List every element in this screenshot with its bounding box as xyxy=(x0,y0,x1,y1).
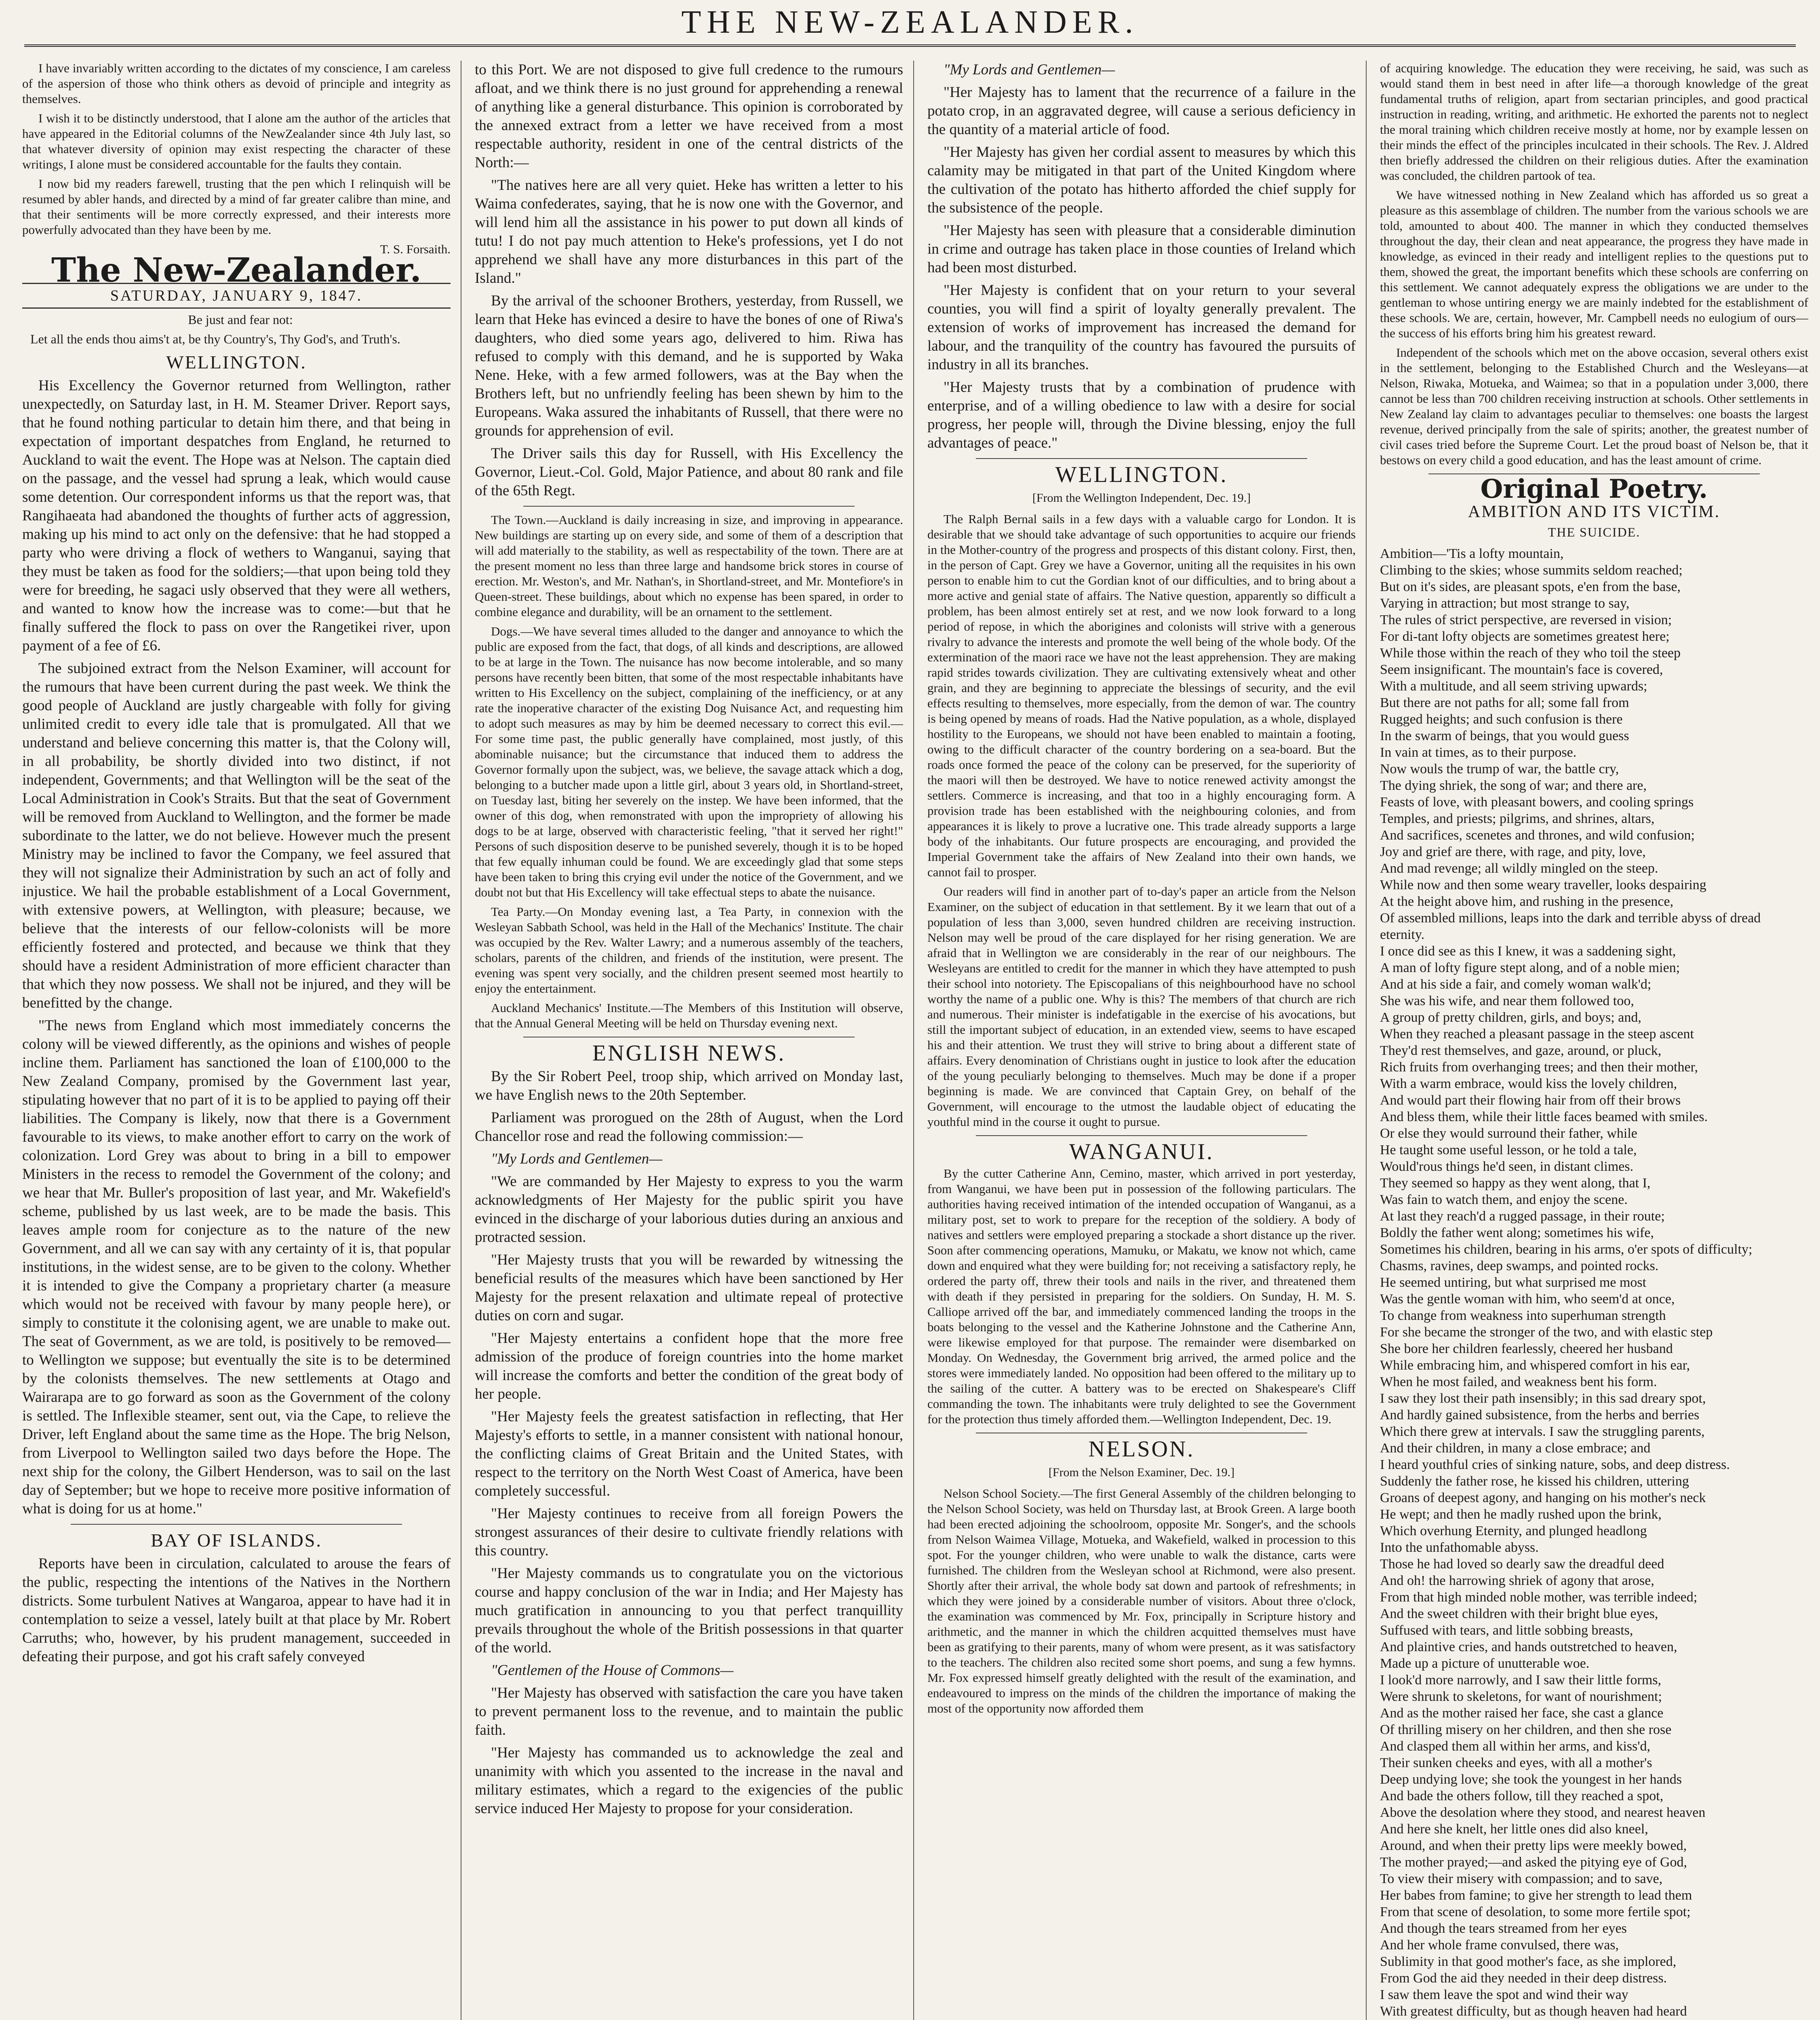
farewell-letter xyxy=(22,61,451,257)
poem-line: But on it's sides, are pleasant spots, e'en from the base, xyxy=(1380,579,1681,594)
article-paragraph: By the arrival of the schooner Brothers, yesterday, from Russell, we learn that Heke has evinced a desire to have the bones of one of Riwa's daughters, who died some years ago, delivered to him. Riwa has refused to comply with this demand, and he is supported by Waka Nene. Heke, with a few armed followers, was at the Bay when the Brothers left, but no unfriendly feeling has been shewn by him to the Europeans. Waka assured the inhabitants of Russell, that there were no grounds for apprehension of evil. xyxy=(475,292,903,439)
poem-line: She bore her children fearlessly, cheered her husband xyxy=(1380,1341,1673,1356)
poem-line: A man of lofty figure stept along, and of a noble mien; xyxy=(1380,960,1680,975)
article-paragraph: By the cutter Catherine Ann, Cemino, master, which arrived in port yesterday, from Wanganui, we have been put in possession of the following particulars. The authorities having received intimation of the intended occupation of Wanganui, as a military post, set to work to prepare for the reception of the soldiery. A body of natives and settlers were employed preparing a stockade a short distance up the river. Soon after commencing operations, Mamuku, or Makatu, we know not which, came down and enquired what they were building for; not receiving a satisfactory reply, he ordered the party off, threw their tools and nails in the river, and threatened them with death if they persisted in preparing for the soldiers. On Sunday, H. M. S. Calliope arrived off the bar, and immediately commenced landing the troops in the boats belonging to the vessel and the Katherine Johnstone and the Catherine Ann, were likewise employed for that purpose. The remainder were disembarked on Monday. On Wednesday, the Government brig arrived, the armed police and the stores were immediately landed. No opposition had been offered to the military up to the sailing of the cutter. A battery was to be erected on Shakespeare's Cliff commanding the town. The inhabitants were truly delighted to see the Government for the protection thus timely afforded them.—Wellington Independent, Dec. 19. xyxy=(927,1166,1356,1426)
poem-line: Around, and when their pretty lips were meekly bowed, xyxy=(1380,1838,1687,1853)
speech-paragraph: "Her Majesty trusts that by a combination of prudence with enterprise, and of a willing obedience to law with a desire for social progress, her people will, through the Divine blessing, enjoy the full advantages of peace." xyxy=(927,379,1356,451)
poem-line: Ambition—'Tis a lofty mountain, xyxy=(1380,546,1564,561)
article-paragraph: By the Sir Robert Peel, troop ship, which arrived on Monday last, we have English news to the 20th September. xyxy=(475,1068,903,1103)
poem-line: For di-tant lofty objects are sometimes greatest here; xyxy=(1380,629,1670,644)
poem-line: Groans of deepest agony, and hanging on his mother's neck xyxy=(1380,1490,1706,1505)
poem-line: Climbing to the skies; whose summits seldom reached; xyxy=(1380,563,1683,578)
poem-line: From God the aid they needed in their deep distress. xyxy=(1380,1971,1667,1986)
poem-line: Which there grew at intervals. I saw the struggling parents, xyxy=(1380,1424,1705,1439)
section-heading-bay-of-islands: BAY OF ISLANDS. xyxy=(151,1530,322,1551)
poem-line: I heard youthful cries of sinking nature, sobs, and deep distress. xyxy=(1380,1457,1730,1472)
poem-line: When he most failed, and weakness bent his form. xyxy=(1380,1374,1657,1389)
letter-paragraph: I now bid my readers farewell, trusting that the pen which I relinquish will be resumed by abler hands, and directed by a mind of far greater calibre than mine, and that their sentiments will be more correctly expressed, and their interests more powerfully advocated than they have been by me. xyxy=(22,177,451,237)
poem-line: And at his side a fair, and comely woman walk'd; xyxy=(1380,977,1651,992)
divider xyxy=(976,1135,1307,1136)
poem-line: While those within the reach of they who toil the steep xyxy=(1380,646,1681,661)
section-heading-wanganui: WANGANUI. xyxy=(1069,1139,1214,1164)
speech-paragraph: "Her Majesty has given her cordial assent to measures by which this calamity may be mitigated in that part of the United Kingdom where the cultivation of the potato has hitherto afforded the chief supply for the subsistence of the people. xyxy=(927,144,1356,216)
article-paragraph: The Driver sails this day for Russell, with His Excellency the Governor, Lieut.-Col. Gold, Major Patience, and about 80 rank and file of the 65th Regt. xyxy=(475,445,903,499)
speech-salutation: "My Lords and Gentlemen— xyxy=(491,1151,663,1167)
speech-paragraph: "Her Majesty has seen with pleasure that a considerable diminution in crime and outrage has taken place in those counties of Ireland which had been most disturbed. xyxy=(927,222,1356,276)
speech-paragraph: "Her Majesty commands us to congratulate you on the victorious course and happy conclusion of the war in India; and Her Majesty has much gratification in announcing to you that perfect tranquillity prevails throughout the whole of the British possessions in that quarter of the world. xyxy=(475,1565,903,1656)
section-heading-english-news: ENGLISH NEWS. xyxy=(592,1041,786,1066)
source-note: [From the Nelson Examiner, Dec. 19.] xyxy=(1048,1466,1235,1479)
column-rule xyxy=(913,61,914,2020)
poem-line: I saw they lost their path insensibly; in this sad dreary spot, xyxy=(1380,1391,1706,1406)
poem-line: From that scene of desolation, to some more fertile spot; xyxy=(1380,1904,1691,1919)
poem-line: Those he had loved so dearly saw the dreadful deed xyxy=(1380,1557,1664,1572)
poem-line: Was the gentle woman with him, who seem'd at once, xyxy=(1380,1292,1675,1307)
poem-line: At the height above him, and rushing in the presence, xyxy=(1380,894,1674,909)
article-paragraph: "The news from England which most immediately concerns the colony will be viewed differently, as the opinions and wishes of people incline them. Parliament has sanctioned the loan of £100,000 to the New Zealand Company, promised by the Government last year, stipulating however that no part of it is to be applied to paying off their liabilities. The Company is likely, now that there is a Government favourable to its views, to make another effort to carry on the work of colonization. Lord Grey was about to bring in a bill to empower Ministers in the recess to remodel the Government of the colony; and we hear that Mr. Buller's proposition of last year, and Mr. Wakefield's scheme, published by us last week, are to be made the basis. This leaves ample room for conjecture as to the nature of the new Government, and all we can say with any certainty of it is, that popular institutions, in the widest sense, are to be given to the colony. Whether it is intended to give the Company a proprietary charter (a measure which would not be received with favour by many people here), or simply to constitute it the colonising agent, we are unable to make out. The seat of Government, as we are told, is positively to be removed—to Wellington we suppose; but eventually the site is to be determined by the colonists themselves. The new settlements at Otago and Wairarapa are to go forward as soon as the Government of the colony is settled. The Inflexible steamer, sent out, via the Cape, to relieve the Driver, left England about the same time as the Hope. The brig Nelson, from Liverpool to Wellington sailed two days before the Hope. The next ship for the colony, the Gilbert Henderson, was to sail on the last day of September; but we hope to receive more positive information of what is doing for us at home." xyxy=(22,1017,451,1517)
poem-line: He taught some useful lesson, or he told a tale, xyxy=(1380,1143,1637,1157)
poem-line: But there are not paths for all; some fall from xyxy=(1380,695,1629,710)
poem-line: And as the mother raised her face, she cast a glance xyxy=(1380,1706,1664,1721)
poem-line: Or else they would surround their father, while xyxy=(1380,1126,1637,1141)
source-note: [From the Wellington Independent, Dec. 19.] xyxy=(1032,491,1251,505)
wanganui-article xyxy=(927,1166,1356,1427)
poem-subtitle: THE SUICIDE. xyxy=(1548,525,1641,539)
poem-line: With greatest difficulty, but as though heaven had heard xyxy=(1380,2004,1687,2019)
poem-line: And hardly gained subsistence, from the herbs and berries xyxy=(1380,1408,1700,1422)
poem-line: In vain at times, as to their purpose. xyxy=(1380,745,1577,760)
poem-line: And mad revenge; all wildly mingled on the steep. xyxy=(1380,861,1658,876)
poem-line: Now wouls the trump of war, the battle cry, xyxy=(1380,762,1619,776)
poem-line: I look'd more narrowly, and I saw their little forms, xyxy=(1380,1673,1662,1688)
nelson-article-continued xyxy=(1380,61,1808,468)
poem-line: Suddenly the father rose, he kissed his children, uttering xyxy=(1380,1474,1689,1489)
motto-line: Let all the ends thou aims't at, be thy Country's, Thy God's, and Truth's. xyxy=(30,332,400,346)
speech-paragraph: "Her Majesty entertains a confident hope that the more free admission of the produce of foreign countries into the home market will increase the comforts and better the condition of the great body of her people. xyxy=(475,1330,903,1402)
poem-line: And oh! the harrowing shriek of agony that arose, xyxy=(1380,1573,1654,1588)
local-news xyxy=(475,512,903,1031)
poem-line: Into the unfathomable abyss. xyxy=(1380,1540,1539,1555)
news-item: The Town.—Auckland is daily increasing in size, and improving in appearance. New buildings are starting up on every side, and some of them of a description that will add materially to the stability, as well as respectability of the town. There are at the present moment no less than three large and handsome brick stores in course of erection. Mr. Weston's, and Mr. Nathan's, in Shortland-street, and Mr. Montefiore's in Queen-street. These buildings, about which no expense has been spared, in order to combine elegance and durability, will be an ornament to the settlement. xyxy=(475,513,903,619)
divider xyxy=(523,506,855,507)
poem-line: Boldly the father went along; sometimes his wife, xyxy=(1380,1225,1654,1240)
poem-line: Of thrilling misery on her children, and then she rose xyxy=(1380,1722,1672,1737)
column-4 xyxy=(1380,61,1808,2020)
speech-paragraph: "We are commanded by Her Majesty to express to you the warm acknowledgments of Her Majesty for the public spirit you have evinced in the discharge of your laborious duties during an anxious and protracted session. xyxy=(475,1173,903,1246)
poem-line: To view their misery with compassion; and to save, xyxy=(1380,1871,1663,1886)
speech-paragraph: "Her Majesty trusts that you will be rewarded by witnessing the beneficial results of the measures which have been sanctioned by Her Majesty for the present relaxation and ultimate repeal of protective duties on corn and sugar. xyxy=(475,1252,903,1324)
poem-body xyxy=(1380,545,1808,2020)
news-item: Tea Party.—On Monday evening last, a Tea Party, in connexion with the Wesleyan Sabbath School, was held in the Hall of the Mechanics' Institute. The chair was occupied by the Rev. Walter Lawry; and a numerous assembly of the teachers, scholars, parents of the children, and friends of the institution, were present. The evening was spent very socially, and the children present seemed most heartily to enjoy the entertainment. xyxy=(475,905,903,995)
speech-salutation: "Gentlemen of the House of Commons— xyxy=(491,1662,734,1679)
poem-line: He seemed untiring, but what surprised me most xyxy=(1380,1275,1647,1290)
poem-line: Above the desolation where they stood, and nearest heaven xyxy=(1380,1805,1706,1820)
article-paragraph: Nelson School Society.—The first General Assembly of the children belonging to the Nelson School Society, was held on Thursday last, at Brook Green. A large booth had been erected adjoining the schoolroom, opposite Mr. Songer's, and the schools from Nelson Waimea Village, Motueka, and Wakefield, walked in procession to this spot. For the younger children, who were unable to walk the distance, carts were furnished. The children from the Wesleyan school at Richmond, were also present. Shortly after their arrival, the whole body sat down and partook of refreshments; in which they were joined by a considerable number of visitors. About three o'clock, the examination was commenced by Mr. Fox, principally in Scripture history and arithmetic, and the manner in which the children acquitted themselves must have been as gratifying to their parents, many of whom were present, as it was satisfactory to the teachers. The children also recited some short poems, and sung a few hymns. Mr. Fox expressed himself greatly delighted with the result of the examination, and endeavoured to impress on the minds of the children the importance of making the most of the opportunity now afforded them xyxy=(927,1486,1356,1715)
poem-line: The rules of strict perspective, are reversed in vision; xyxy=(1380,612,1672,627)
article-paragraph: His Excellency the Governor returned from Wellington, rather unexpectedly, on Saturday last, in H. M. Steamer Driver. Report says, that he found nothing particular to detain him there, and that being in expectation of important despatches from England, he returned to Auckland to wait the event. The Hope was at Nelson. The captain died on the passage, and the vessel had sprung a leak, which would cause some detention. Our correspondent informs us that the report was, that Rangihaeata had abandoned the thoughts of further acts of aggression, making up his mind to act only on the defensive: that he had stopped a party who were driving a flock of wethers to Wanganui, saying that they must be taken as food for the soldiers;—that upon being told they were for breeding, he sagaci usly observed that they were all wethers, and wanted to know how the increase was to come:—but that he finally suffered the flock to pass on over the Rangetikei river, upon payment of a fee of £6. xyxy=(22,377,451,654)
poetry-heading: Original Poetry. xyxy=(1480,474,1708,504)
poem-line: From that high minded noble mother, was terrible indeed; xyxy=(1380,1590,1698,1605)
column-3 xyxy=(927,61,1356,2020)
poem-title: AMBITION AND ITS VICTIM. xyxy=(1468,503,1721,521)
article-paragraph: The Ralph Bernal sails in a few days with a valuable cargo for London. It is desirable that we should take advantage of such opportunities to acquire our friends in the Mother-country of the progress and prospects of this distant colony. First, then, in the person of Capt. Grey we have a Governor, uniting all the requisites in his own person to enable him to cut the Gordian knot of our difficulties, and to bring about a more active and genial state of affairs. The Native question, apparently so difficult a problem, has been almost entirely set at rest, and we now look forward to a long period of repose, in which the aborigines and colonists will strive with a generous rivalry to advance the interests and promote the well being of the whole body. Of the extermination of the maori race we have not the least apprehension. They are making rapid strides towards civilization. They are cultivating extensively wheat and other grain, and they are beginning to appreciate the blessings of security, and the evil effects resulting to themselves, more especially, from the demon of war. The country is being opened by means of roads. Had the Native population, as a whole, displayed hostility to the Europeans, we should not have been enabled to maintain a footing, owing to the difficult character of the country bordering on a sea-board. But the roads once formed the peace of the colony can be preserved, for the superiority of the maori will then be destroyed. We have to notice renewed activity amongst the settlers. Commerce is increasing, and that too in a highly encouraging form. A provision trade has been established with the neighbouring colonies, and from appearances it is likely to prove a lucrative one. This trade already supports a large body of the inhabitants. Our future prospects are encouraging, and provided the Imperial Government take the affairs of New Zealand into their own hands, we cannot fail to prosper. xyxy=(927,512,1356,879)
poem-line: Varying in attraction; but most strange to say, xyxy=(1380,596,1630,611)
poem-line: For she became the stronger of the two, and with elastic step xyxy=(1380,1325,1713,1340)
poem-line: And her whole frame convulsed, there was, xyxy=(1380,1938,1619,1953)
poem-line: Deep undying love; she took the youngest in her hands xyxy=(1380,1772,1682,1787)
poem-line: Rich fruits from overhanging trees; and then their mother, xyxy=(1380,1060,1698,1075)
poem-line: And sacrifices, scenetes and thrones, and wild confusion; xyxy=(1380,828,1695,843)
poem-line: And bless them, while their little faces beamed with smiles. xyxy=(1380,1109,1708,1124)
poem-line: They'd rest themselves, and gaze, around, or pluck, xyxy=(1380,1043,1662,1058)
poem-line: Were shrunk to skeletons, for want of nourishment; xyxy=(1380,1689,1662,1704)
speech-paragraph: "Her Majesty is confident that on your return to your several counties, you will find a spirit of loyalty generally prevalent. The extension of works of improvement has increased the demand for labour, and the tranquility of the country has favoured the pursuits of industry in all its branches. xyxy=(927,282,1356,373)
divider xyxy=(976,458,1307,459)
column-2 xyxy=(475,61,903,2020)
column-1 xyxy=(22,61,451,2020)
poem-line: A group of pretty children, girls, and boys; and, xyxy=(1380,1010,1641,1025)
speech-paragraph: "Her Majesty has observed with satisfaction the care you have taken to prevent permanent loss to the revenue, and to maintain the public faith. xyxy=(475,1685,903,1738)
poem-line: In the swarm of beings, that you would guess xyxy=(1380,728,1629,743)
poem-line: Seem insignificant. The mountain's face is covered, xyxy=(1380,662,1663,677)
poem-line: And would part their flowing hair from off their brows xyxy=(1380,1093,1681,1108)
paper-title: The New-Zealander. xyxy=(51,251,421,290)
article-paragraph: Parliament was prorogued on the 28th of August, when the Lord Chancellor rose and read the following commission:— xyxy=(475,1109,903,1145)
section-heading-nelson: NELSON. xyxy=(1088,1437,1195,1462)
poem-line: And the sweet children with their bright blue eyes, xyxy=(1380,1606,1658,1621)
speech-salutation: "My Lords and Gentlemen— xyxy=(944,61,1115,78)
issue-dateline: SATURDAY, JANUARY 9, 1847. xyxy=(22,283,451,309)
article-paragraph: Reports have been in circulation, calculated to arouse the fears of the public, respecting the intentions of the Natives in the Northern districts. Some turbulent Natives at Wangaroa, appear to have had it in contemplation to seize a vessel, lately built at that place by Mr. Robert Carruths; who, however, by his prudent management, succeeded in defeating their purpose, and got his craft safely conveyed xyxy=(22,1555,451,1665)
poem-line: Chasms, ravines, deep swamps, and pointed rocks. xyxy=(1380,1258,1659,1273)
poem-line: Would'rous things he'd seen, in distant climes. xyxy=(1380,1159,1634,1174)
letter-paragraph: I wish it to be distinctly understood, that I alone am the author of the articles that have appeared in the Editorial columns of the NewZealander since 4th July last, so that whatever diversity of opinion may exist respecting the character of these writings, I alone must be considered accountable for the faults they contain. xyxy=(22,111,451,171)
section-heading-wellington: WELLINGTON. xyxy=(166,352,307,372)
article-paragraph: "The natives here are all very quiet. Heke has written a letter to his Waima confederates, saying, that he is now one with the Governor, and will lend him all the assistance in his power to put down all kinds of tutu! I do not pay much attention to Heke's professions, yet I do not apprehend we shall have any more disturbances in this part of the Island." xyxy=(475,177,903,286)
article-paragraph: The subjoined extract from the Nelson Examiner, will account for the rumours that have been current during the past week. We think the good people of Auckland are justly chargeable with folly for giving unlimited credit to every idle tale that is promulgated. All that we understand and believe concerning this matter is, that the Colony will, in all probability, be shortly divided into two distinct, if not independent, Governments; and that Wellington will be the seat of the Local Administration in Cook's Straits. But that the seat of Government will be removed from Auckland to Wellington, and the former be made subordinate to the latter, we do not believe. However much the present Ministry may be inclined to favor the Company, we feel assured that they will not signalize their Administration by such an act of folly and injustice. We hail the probable establishment of a Local Government, with extensive powers, at Wellington, with pleasure; because, we believe that the interests of our fellow-colonists will be more efficiently fostered and protected, and because we think that they should have a resident Administration of more efficient character than that which they now possess. We shall not be injured, and they will be benefitted by the change. xyxy=(22,660,451,1011)
speech-paragraph: "Her Majesty feels the greatest satisfaction in reflecting, that Her Majesty's efforts to settle, in a manner consistent with national honour, the conflicting claims of Great Britain and the United States, with respect to the territory on the North West Coast of America, have been completely successful. xyxy=(475,1408,903,1499)
poem-line: With a multitude, and all seem striving upwards; xyxy=(1380,679,1647,694)
article-paragraph: Our readers will find in another part of to-day's paper an article from the Nelson Examiner, on the subject of education in that settlement. By it we learn that out of a population of less than 3,000, seven hundred children are receiving instruction. Nelson may well be proud of the care displayed for her rising generation. We are afraid that in Wellington we are considerably in the rear of our neighbours. The Wesleyans are entitled to credit for the manner in which they have attempted to push their school into notoriety. The Episcopalians of this neighbourhood have no school worthy the name of a public one. Why is this? The members of that church are rich and numerous. Their minister is indefatigable in the exercise of his avocations, but still the important subject of education, in an extended view, seems to have escaped his and their attention. We trust they will strive to bring about a different state of affairs. Every denomination of Christians ought in justice to look after the education of the young peculiarly belonging to themselves. Much may be done if a proper beginning is made. We are convinced that Captain Grey, on behalf of the Government, will encourage to the utmost the laudable object of educating the youthful mind in the course it ought to pursue. xyxy=(927,884,1356,1129)
article-paragraph: We have witnessed nothing in New Zealand which has afforded us so great a pleasure as this assemblage of children. The number from the various schools we are told, amounted to about 400. The manner in which they conducted themselves throughout the day, their clean and neat appearance, the progress they have made in knowledge, as evinced in their ready and intelligent replies to the questions put to them, showed the great, the important benefits which these schools are conferring on this settlement. We cannot adequately express the obligations we are under to the gentleman to whose untiring energy we are mainly indebted for the establishment of these schools. We are, certain, however, Mr. Campbell needs no eulogium of ours—the success of his efforts bring him his greatest reward. xyxy=(1380,188,1808,340)
poem-line: Sublimity in that good mother's face, as she implored, xyxy=(1380,1954,1677,1969)
letter-paragraph: I have invariably written according to the dictates of my conscience, I am careless of the aspersion of those who think others as devoid of principle and integrity as themselves. xyxy=(22,61,451,106)
masthead-title: THE NEW-ZEALANDER. xyxy=(24,4,1796,47)
poem-line: And plaintive cries, and hands outstretched to heaven, xyxy=(1380,1639,1677,1654)
poem-line: And here she knelt, her little ones did also kneel, xyxy=(1380,1822,1648,1837)
poem-line: He wept; and then he madly rushed upon the brink, xyxy=(1380,1507,1662,1522)
article-paragraph: to this Port. We are not disposed to give full credence to the rumours afloat, and we think there is no just ground for apprehending a renewal of anything like a general disturbance. This opinion is corroborated by the annexed extract from a letter we have received from a most respectable authority, resident in one of the central districts of the North:— xyxy=(475,61,903,171)
poem-line: I once did see as this I knew, it was a saddening sight, xyxy=(1380,944,1676,959)
poem-line: Feasts of love, with pleasant bowers, and cooling springs xyxy=(1380,795,1694,810)
letter-signature: T. S. Forsaith. xyxy=(380,242,451,256)
poem-line: They seemed so happy as they went along, that I, xyxy=(1380,1176,1651,1191)
speech-paragraph: "Her Majesty continues to receive from all foreign Powers the strongest assurances of their desire to cultivate friendly relations with this country. xyxy=(475,1505,903,1559)
poem-line: I saw them leave the spot and wind their way xyxy=(1380,1987,1628,2002)
poem-line: And though the tears streamed from her eyes xyxy=(1380,1921,1627,1936)
speech-paragraph: "Her Majesty has to lament that the recurrence of a failure in the potato crop, in an aggravated degree, will cause a serious deficiency in the quantity of a material article of food. xyxy=(927,84,1356,138)
poem-line: Their sunken cheeks and eyes, with all a mother's xyxy=(1380,1755,1652,1770)
poem-line: Joy and grief are there, with rage, and pity, love, xyxy=(1380,844,1646,859)
poem-line: And their children, in many a close embrace; and xyxy=(1380,1441,1651,1456)
section-heading-wellington: WELLINGTON. xyxy=(1055,462,1228,487)
article-paragraph: Independent of the schools which met on the above occasion, several others exist in the settlement, belonging to the Established Church and the Wesleyans—at Nelson, Riwaka, Motueka, and Waimea; so that in a population under 3,000, there cannot be less than 700 children receiving instruction at schools. Other settlements in New Zealand lay claim to advantages peculiar to themselves: one boasts the largest revenue, derived principally from the sale of spirits; another, the greatest number of civil cases tried before the Supreme Court. Let the proud boast of Nelson be, that it bestows on every child a good education, and has the least amount of crime. xyxy=(1380,345,1808,467)
divider xyxy=(71,1524,402,1525)
wellington-article xyxy=(927,511,1356,1130)
poem-line: Sometimes his children, bearing in his arms, o'er spots of difficulty; xyxy=(1380,1242,1753,1257)
motto-line: Be just and fear not: xyxy=(188,312,293,327)
poem-line: Made up a picture of unutterable woe. xyxy=(1380,1656,1590,1671)
poem-line: When they reached a pleasant passage in the steep ascent xyxy=(1380,1027,1694,1042)
poem-line: While now and then some weary traveller, looks despairing xyxy=(1380,877,1706,892)
column-rule xyxy=(1366,61,1367,2020)
poem-line: Of assembled millions, leaps into the dark and terrible abyss of dread eternity. xyxy=(1380,911,1761,942)
poem-line: Suffused with tears, and little sobbing breasts, xyxy=(1380,1623,1633,1638)
poem-line: While embracing him, and whispered comfort in his ear, xyxy=(1380,1358,1690,1373)
poem-line: Was fain to watch them, and enjoy the scene. xyxy=(1380,1192,1628,1207)
poem-line: The mother prayed;—and asked the pitying eye of God, xyxy=(1380,1855,1687,1870)
poem-line: Temples, and priests; pilgrims, and shrines, altars, xyxy=(1380,811,1655,826)
poem-line: Which overhung Eternity, and plunged headlong xyxy=(1380,1523,1647,1538)
poem-line: And bade the others follow, till they reached a spot, xyxy=(1380,1789,1664,1803)
poem-line: To change from weakness into superhuman strength xyxy=(1380,1308,1666,1323)
news-item: Dogs.—We have several times alluded to the danger and annoyance to which the public are exposed from the fact, that dogs, of all kinds and descriptions, are allowed to be at large in the Town. The nuisance has now become intolerable, and so many persons have recently been bitten, that some of the most respectable inhabitants have written to His Excellency on the subject, complaining of the inefficiency, or at any rate the inoperative character of the existing Dog Nuisance Act, and requesting him to adopt such measures as may by him be deemed necessary to correct this evil.—For some time past, the public generally have complained, most justly, of this abominable nuisance; but the circumstance that induced them to address the Governor formally upon the subject, was, we believe, the savage attack which a dog, belonging to a butcher made upon a little girl, about 3 years old, in Shortland-street, on Tuesday last, biting her severely on the instep. We have been informed, that the owner of this dog, when remonstrated with upon the impropriety of allowing his dogs to be at large, observed with characteristic feeling, "that it served her right!" Persons of such disposition deserve to be punished severely, though it is to be hoped that few equally inhuman could be found. We are exceedingly glad that some steps have been taken to bring this crying evil under the notice of the Government, and we doubt not but that His Excellency will take effectual steps to abate the nuisance. xyxy=(475,624,903,899)
speech-paragraph: "Her Majesty has commanded us to acknowledge the zeal and unanimity with which you assented to the increase in the naval and military estimates, which a regard to the exigencies of the public service induced Her Majesty to propose for your consideration. xyxy=(475,1744,903,1817)
poem-line: Her babes from famine; to give her strength to lead them xyxy=(1380,1888,1692,1903)
nelson-article xyxy=(927,1486,1356,1716)
poem-line: She was his wife, and near them followed too, xyxy=(1380,993,1634,1008)
article-paragraph: of acquiring knowledge. The education they were receiving, he said, was such as would stand them in best need in after life—a thorough knowledge of the great fundamental truths of religion, apart from sectarian principles, and good practical instruction in reading, writing, and arithmetic. He exhorted the parents not to neglect the moral training which children receive mostly at home, nor by example lessen on their minds the effect of the principles inculcated in their schools. The Rev. J. Aldred then briefly addressed the children on their religious duties. After the examination was concluded, the children partook of tea. xyxy=(1380,61,1808,183)
poem-line: Rugged heights; and such confusion is there xyxy=(1380,712,1623,727)
news-item: Auckland Mechanics' Institute.—The Members of this Institution will observe, that the Annual General Meeting will be held on Thursday evening next. xyxy=(475,1001,903,1030)
poem-line: At last they reach'd a rugged passage, in their route; xyxy=(1380,1209,1665,1224)
poem-line: With a warm embrace, would kiss the lovely children, xyxy=(1380,1076,1677,1091)
poem-line: And clasped them all within her arms, and kiss'd, xyxy=(1380,1739,1650,1754)
poem-line: The dying shriek, the song of war; and there are, xyxy=(1380,778,1647,793)
